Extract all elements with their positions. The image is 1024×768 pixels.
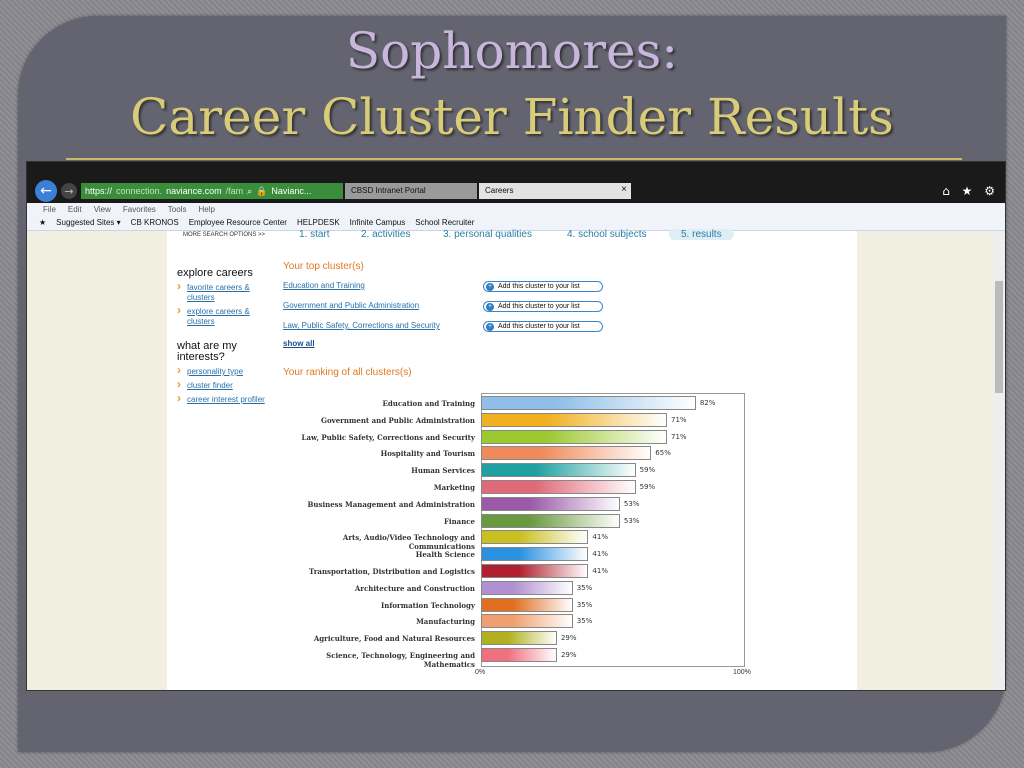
close-icon[interactable]: ×	[621, 184, 627, 195]
plus-icon: +	[486, 323, 494, 331]
fav-cb-kronos[interactable]: CB KRONOS	[130, 218, 179, 227]
fav-employee-resource-center[interactable]: Employee Resource Center	[188, 218, 287, 227]
browser-chrome	[27, 162, 1006, 203]
cluster-link-government[interactable]: Government and Public Administration	[283, 301, 420, 310]
cluster-link-law[interactable]: Law, Public Safety, Corrections and Security	[283, 321, 440, 330]
chart-bar	[481, 530, 588, 544]
fav-infinite-campus[interactable]: Infinite Campus	[349, 218, 406, 227]
step-personal-qualities[interactable]: 3. personal qualities	[443, 229, 532, 240]
page-content	[167, 231, 857, 691]
favorite-careers-link[interactable]: › favorite careers & clusters	[177, 283, 267, 303]
favorites-star-icon[interactable]: ★	[39, 218, 47, 227]
chart-row	[167, 563, 867, 579]
chart-row	[167, 613, 867, 629]
cluster-link-education[interactable]: Education and Training	[283, 281, 365, 290]
bar-value-label: 71%	[671, 415, 687, 424]
address-prefix: https://	[85, 186, 113, 196]
category-label: Education and Training	[382, 399, 475, 408]
chart-row	[167, 429, 867, 445]
slide-title-line2: Career Cluster Finder Results	[130, 88, 894, 146]
search-icon[interactable]: ⌕	[247, 185, 253, 196]
chart-row	[167, 647, 867, 669]
fav-helpdesk[interactable]: HELPDESK	[296, 218, 340, 227]
chart-bar	[481, 598, 573, 612]
plus-icon: +	[486, 283, 494, 291]
tab-careers[interactable]	[479, 183, 631, 199]
bar-value-label: 29%	[560, 634, 577, 643]
category-label: Arts, Audio/Video Technology and Communications	[342, 533, 475, 552]
chart-row	[167, 395, 867, 411]
category-label: Agriculture, Food and Natural Resources	[313, 634, 475, 644]
bar-value-label: 35%	[576, 600, 593, 609]
chart-bar	[481, 430, 667, 444]
bar-value-label: 41%	[592, 550, 608, 559]
chart-bar	[481, 396, 696, 410]
address-site-name: Navianc...	[271, 186, 312, 196]
home-favorites-settings-icon[interactable]: ⌂ ★ ⚙	[942, 184, 999, 198]
scrollbar-thumb[interactable]	[995, 281, 1003, 393]
chart-bar	[481, 648, 557, 662]
tab-intranet-portal[interactable]	[345, 183, 477, 199]
bar-value-label: 53%	[623, 499, 640, 508]
personality-type-link[interactable]: › personality type	[177, 367, 267, 377]
chart-row	[167, 513, 867, 529]
category-label: Transportation, Distribution and Logistics	[309, 567, 475, 576]
show-all-link[interactable]: show all	[283, 339, 315, 348]
chart-row	[167, 580, 867, 596]
bar-value-label: 41%	[592, 567, 608, 575]
lock-icon: 🔒	[256, 185, 268, 196]
category-label: Government and Public Administration	[321, 415, 475, 425]
add-cluster-button[interactable]	[483, 281, 603, 292]
bar-value-label: 35%	[576, 617, 593, 626]
bar-value-label: 53%	[623, 516, 640, 525]
interests-heading: what are my interests?	[177, 340, 237, 363]
chart-row	[167, 529, 867, 552]
axis-tick-0: 0%	[475, 669, 486, 676]
bar-value-label: 65%	[655, 449, 671, 458]
title-divider	[66, 158, 962, 160]
chart-row	[167, 462, 867, 478]
menu-help[interactable]: Help	[198, 204, 215, 214]
axis-tick-100: 100%	[733, 669, 751, 676]
more-search-options-link[interactable]: MORE SEARCH OPTIONS >>	[183, 232, 266, 238]
plus-icon: +	[486, 303, 494, 311]
bar-value-label: 71%	[671, 432, 687, 441]
bar-value-label: 59%	[639, 466, 656, 475]
category-label: Business Management and Administration	[307, 499, 475, 509]
address-bar[interactable]	[81, 183, 343, 199]
chart-bar	[481, 480, 636, 494]
category-label: Health Science	[415, 550, 475, 560]
chart-row	[167, 630, 867, 646]
top-clusters-heading: Your top cluster(s)	[283, 261, 364, 272]
menu-favorites[interactable]: Favorites	[122, 204, 156, 214]
menu-view[interactable]: View	[93, 204, 111, 214]
chart-bar	[481, 413, 667, 427]
chart-row	[167, 479, 867, 495]
add-cluster-label: Add this cluster to your list	[498, 323, 580, 330]
bar-value-label: 35%	[576, 583, 593, 592]
fav-school-recruiter[interactable]: School Recruiter	[415, 218, 475, 227]
step-nav	[167, 231, 857, 243]
step-school-subjects[interactable]: 4. school subjects	[567, 229, 647, 240]
category-label: Hospitality and Tourism	[380, 449, 475, 459]
menu-file[interactable]: File	[43, 204, 56, 214]
chart-bar	[481, 547, 588, 561]
step-activities[interactable]: 2. activities	[361, 229, 411, 240]
chart-bar	[481, 564, 588, 578]
explore-careers-link[interactable]: › explore careers & clusters	[177, 307, 267, 327]
address-path: /fam	[225, 186, 244, 196]
chart-row	[167, 496, 867, 512]
step-results[interactable]: 5. results	[669, 229, 734, 240]
bar-value-label: 41%	[592, 533, 608, 542]
chart-bar	[481, 614, 573, 628]
chart-bar	[481, 581, 573, 595]
chart-bar	[481, 463, 636, 477]
tab-label: CBSD Intranet Portal	[351, 186, 426, 195]
browser-screenshot	[26, 161, 1006, 691]
career-interest-profiler-link[interactable]: › career interest profiler	[177, 395, 287, 405]
menu-tools[interactable]: Tools	[167, 204, 187, 214]
chart-row	[167, 445, 867, 461]
address-host: naviance.com	[166, 186, 222, 196]
bar-value-label: 29%	[560, 651, 577, 659]
category-label: Science, Technology, Engineering and Mathematics	[326, 651, 475, 669]
bar-value-label: 82%	[699, 399, 716, 407]
ranking-heading: Your ranking of all clusters(s)	[283, 367, 412, 378]
slide-title-line1: Sophomores:	[345, 22, 679, 80]
category-label: Architecture and Construction	[354, 583, 475, 593]
chart-row	[167, 546, 867, 562]
fav-suggested-sites[interactable]: Suggested Sites ▾	[56, 218, 121, 227]
chart-row	[167, 412, 867, 428]
explore-careers-heading: explore careers	[177, 267, 253, 279]
category-label: Manufacturing	[416, 617, 475, 627]
forward-arrow-icon[interactable]: →	[61, 183, 77, 199]
tab-label: Careers	[485, 186, 514, 195]
category-label: Information Technology	[380, 600, 475, 610]
chart-bar	[481, 497, 620, 511]
add-cluster-label: Add this cluster to your list	[498, 303, 580, 310]
add-cluster-label: Add this cluster to your list	[498, 283, 580, 290]
menu-edit[interactable]: Edit	[67, 204, 82, 214]
chart-bar	[481, 514, 620, 528]
menu-bar	[27, 203, 1006, 215]
bar-value-label: 59%	[639, 483, 656, 491]
cluster-finder-link[interactable]: › cluster finder	[177, 381, 267, 391]
category-label: Law, Public Safety, Corrections and Security	[301, 432, 475, 442]
step-start[interactable]: 1. start	[299, 229, 330, 240]
chart-row	[167, 597, 867, 613]
vertical-scrollbar[interactable]	[993, 231, 1005, 691]
add-cluster-button[interactable]	[483, 301, 603, 312]
chart-bar	[481, 446, 651, 460]
category-label: Finance	[443, 516, 475, 526]
back-arrow-icon[interactable]: ←	[35, 180, 57, 202]
address-subdomain: connection.	[116, 186, 163, 196]
chart-bar	[481, 631, 557, 645]
add-cluster-button[interactable]	[483, 321, 603, 332]
category-label: Marketing	[433, 483, 475, 492]
category-label: Human Services	[411, 466, 475, 476]
